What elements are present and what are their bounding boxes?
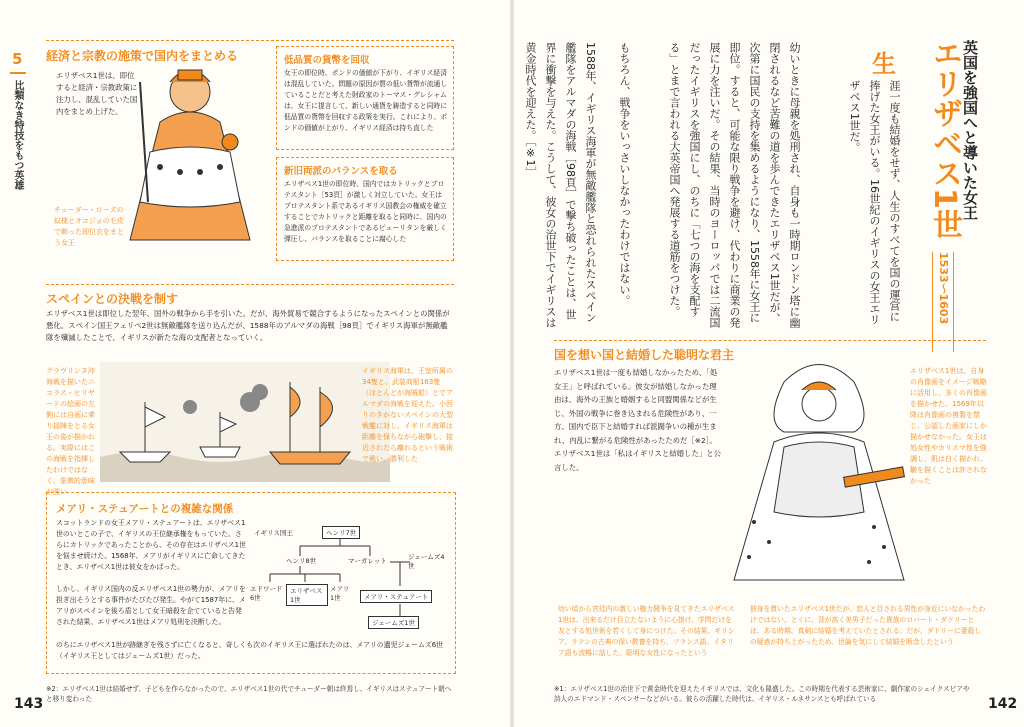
catch-copy: 英国を強国へと導いた女王: [961, 40, 979, 220]
right-page: [514, 0, 1024, 727]
battle-caption-left: グラヴリンヌ沖海戦を描いたニコラス・ヒリヤードの絵画の左側には自画に乗り揺陣をとる女王の姿が描かれる。実際にはこの海戦を指揮したわけではなく、象徴的意味が強い: [46, 367, 95, 496]
body-paragraph-1: 涯一度も結婚をせず、人生のすべてを国の運営に捧げた女王がいる。16世紀のイギリスの女王エリザベス1世だ。: [848, 80, 901, 325]
subbox-currency-title: 低品質の貨幣を回収: [284, 55, 370, 66]
subbox-religion-text: エリザベス1世の即位時、国内ではカトリックとプロテスタント［53頁］が激しく対立していた。女王はプロテスタント系であるイギリス国教会の権威を確立することでカトリックと距離を取ると同時に、国内の急進派のプロテスタントであるピューリタンを厳しく弾圧し、バランスを取ることに腐心した: [284, 180, 447, 243]
body-paragraph-3: もちろん、戦争をいっさいしなかったわけではない。: [618, 42, 631, 306]
right-footnote: ※1：エリザベス1世の治世下で黄金時代を迎えたイギリスでは、文化も隆盛した。この時期を代表する芸術家に、劇作家のシェイクスピアや詩人のエドマンド・スペンサーなどがいる。彼らの活躍した時代は、イギリス・ルネサンスとも呼ばれている: [554, 685, 970, 703]
left-page-number: 143: [14, 696, 44, 712]
left-footnote: ※2：エリザベス1世は結婚せず、子どもを作らなかったので、エリザベス1世の代でチューダー朝は終焉し、イギリスはステュアート朝へと移り変わった: [46, 685, 452, 703]
section2-rule: [46, 284, 454, 285]
section2-title: スペインとの決戦を制す: [46, 292, 179, 306]
armada-battle-illustration: [100, 362, 390, 482]
tree-mary-stuart: メアリ・ステュアート: [360, 590, 432, 603]
elizabeth-ermine-portrait: [724, 352, 914, 582]
bottom-left-caption: 幼い頃から宮廷内の激しい権力闘争を見てきたエリザベス1世は、出来るだけ目立たないように心掛け、学問だけを友とする処世術を若くして身につけた。その結果、ギリシア、ラテンの古典の深い教養を持ち、フランス語、イタリア語も流暢に話した、聡明な女性になったという: [558, 605, 735, 657]
section1-intro: エリザベス1世は、即位すると経済・宗教政策に注力し、混乱していた国内をまとめ上げた。: [56, 71, 138, 116]
hero-name: エリザベス1世: [927, 38, 962, 239]
tree-james1: ジェームズ1世: [368, 616, 419, 629]
right-section-title: 国を想い国と結婚した聡明な君主: [554, 348, 735, 362]
right-section-rule: [554, 340, 986, 341]
body-paragraph-2: 幼いときに母親を処刑され、自身も一時期ロンドン塔に幽閉されるなど苦難の道を歩んできたエリザベス1世だが、次第に国民の支持を集めるようになり、1558年に女王に即位。すると、可能な限り戦争を避け、代わりに商業の発展に力を注いだ。その結果、当時のヨーロッパでは二流国だったイギリスを強国にし、のちに「七つの海を支配する」とまで言われる大英帝国へ発展する道筋をつけた。: [668, 42, 801, 328]
hero-years: 1533〜1603: [932, 252, 954, 352]
chapter-rule: [10, 72, 26, 74]
section3-text3: のちにエリザベス1世が跡継ぎを残さずに亡くなると、奇しくも次のイギリス王に選ばれたのは、メアリの遺児ジェームズ6世（イギリス王としてはジェームズ1世）だった。: [56, 641, 444, 660]
tree-henry8: ヘンリ8世: [286, 557, 317, 565]
subbox-currency-text: 女王の即位時、ポンドの価値が下がり、イギリス経済は混乱していた。問題の原因が質の低い貨幣が流通していることだと考えた財政家のトーマス・グレシャムは、女王に提言して、新しい通貨を鋳造すると同時に低品質の貨幣を回収する政策を実行。これにより、ポンドの価値が上がり、イギリス経済は持ち直した: [284, 69, 448, 132]
tree-elizabeth1: エリザベス1世: [286, 584, 328, 606]
tree-mary1: メアリ1世: [330, 585, 350, 602]
life-initial: 生: [872, 50, 896, 78]
section1-title: 経済と宗教の施策で国内をまとめる: [46, 49, 239, 63]
right-page-number: 142: [988, 696, 1018, 712]
right-section-text: エリザベス1世は一度も結婚しなかったため、「処女王」と呼ばれている。彼女が結婚しなかった理由は、海外の王族と婚姻すると同盟関係などが生じ、外国の戦争に巻き込まれる危険性があり、一方、国内で臣下と結婚すれば派閥争いの種が生まれ、内乱に繋がる危険性があったためだ［※2］。エリザベス1世は「私はイギリスと結婚した」と公言した。: [554, 368, 722, 472]
section2-text: エリザベス1世は即位した翌年、国外の戦争から手を引いた。だが、海外貿易で競合するようになったスペインとの関係が悪化。スペイン国王フェリペ2世は無敵艦隊を送り込んだが、1588年のアルマダの海戦［98頁］でイギリス海軍が無敵艦隊を殲滅したことで、イギリスが新たな海の支配者となっていく。: [46, 309, 450, 342]
left-page: [0, 0, 510, 727]
section1-rule: [46, 40, 454, 41]
bottom-right-caption: 独身を貫いたエリザベス1世だが、恋人と目される男性が身近にいなかったわけではない。とくに、背が高く美男子だった貴族のロバート・ダドリーとは、ある時期、真剣に結婚を考えていたとされる。だが、ダドリーに妻殺しの疑惑が持ち上がったため、世論を気にして結婚を断念したという: [750, 605, 986, 646]
elizabeth-coronation-portrait: [120, 62, 260, 242]
subbox-religion-title: 新旧両派のバランスを取る: [284, 166, 398, 177]
tree-margaret: マーガレット: [348, 557, 387, 565]
family-tree: [250, 524, 450, 634]
section3-text2: しかし、イギリス国内の反エリザベス1世の勢力が、メアリを担ぎ出そうとする事件がたびたび発生。やがて1587年に、メアリがスペインを後ろ盾として女王暗殺を企てていると告発された結果、エリザベス1世はメアリ処刑を決断した。: [56, 585, 246, 626]
chapter-title: 比類なき特技をもつ英雄: [12, 80, 23, 190]
section3-title: メアリ・ステュアートとの複雑な関係: [56, 503, 234, 515]
portrait-caption: チューダー・ローズの紋様とオコジョの毛皮で飾った即位衣をまとう女王: [54, 206, 124, 247]
chapter-number: 5: [12, 50, 23, 68]
body-paragraph-4: 1588年、イギリス海軍が無敵艦隊と恐れられたスペイン艦隊をアルマダの海戦［98頁］で撃ち破ったことは、世界に衝撃を与えた。こうして、彼女の治世下でイギリスは黄金時代を迎えた。［※1］: [524, 42, 597, 328]
portrait-right-caption: エリザベス1世は、自身の肖像画をイメージ戦略に活用し、多くの肖像画を描かせた。1569年以降は肖像画の複製を禁じ、公認した画家にしか描かせなかった。女王は処女性やカリスマ性を強調し、肌は白く描かれ、皺を描くことは許されなかった: [910, 367, 988, 485]
tree-james4: ジェームズ4世: [408, 553, 445, 570]
tree-henry7: ヘンリ7世: [322, 526, 360, 539]
battle-caption-right: イギリス海軍は、王室所属の34隻と、武装商船163隻（ほとんどが海賊船）とでアルマダの海戦を迎えた。小回りのきかないスペインの大型戦艦に対し、イギリス海軍は距離を保ちながら砲撃し、接近されたら離れるという戦術で戦い、勝利した: [362, 367, 453, 463]
tree-edward6: エドワード6世: [250, 585, 283, 602]
section3-text1: スコットランドの女王メアリ・ステュアートは、エリザベス1世のいとこの子で、イギリスの王位継承権をもっていた。さらにカトリックであったことから、その存在はエリザベス1世を悩ませ続けた。1568年、メアリがイギリスに亡命してきたとき、エリザベス1世は彼女をかばった。: [56, 519, 246, 571]
tree-label-kings: イギリス国王: [254, 529, 293, 537]
